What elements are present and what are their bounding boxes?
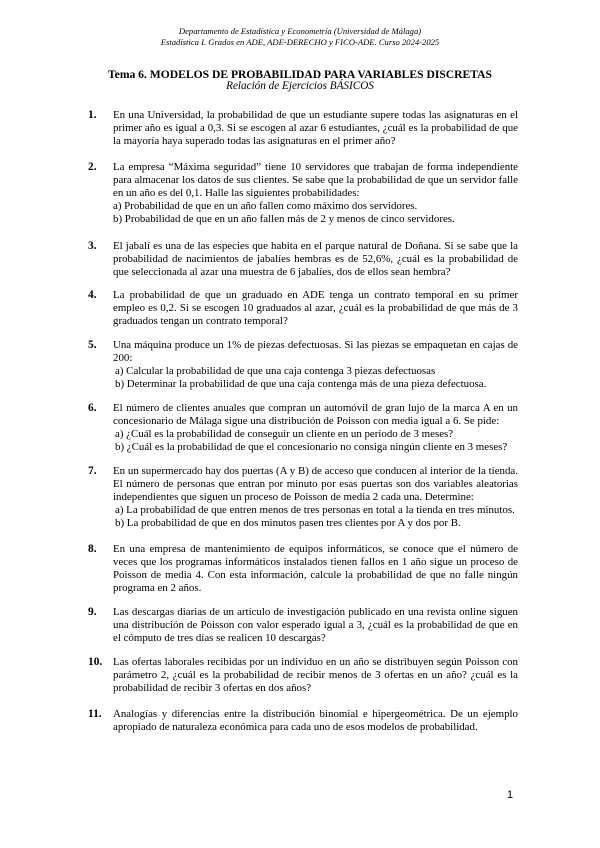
document-title: Tema 6. MODELOS DE PROBABILIDAD PARA VARIABLES DISCRETAS bbox=[108, 68, 492, 81]
exercise-number: 10. bbox=[88, 656, 103, 668]
exercise-number: 9. bbox=[88, 606, 97, 618]
exercise-items bbox=[113, 365, 518, 391]
exercise-text: En una empresa de mantenimiento de equipos informáticos, se conoce que el número de veces que los programas informáticos instalados tienen fallos en 1 año sigue un proceso de Poisson de media 4. Con esta información, calcule la probabilidad de que no falle ningún programa en 2 años. bbox=[113, 543, 518, 594]
exercise-1 bbox=[88, 109, 518, 148]
exercise-item: b) La probabilidad de que en dos minutos pasen tres clientes por A y dos por B. bbox=[115, 517, 461, 529]
exercise-text: En una Universidad, la probabilidad de que un estudiante supere todas las asignaturas en el primer año es igual a 0,3. Si se escogen al azar 6 estudiantes, ¿cuál es la probabilidad de que la mayoría haya superado todas las asignaturas en el primer año? bbox=[113, 109, 518, 147]
exercise-4 bbox=[88, 289, 518, 328]
exercise-item: b) Probabilidad de que en un año fallen más de 2 y menos de cinco servidores. bbox=[113, 213, 455, 225]
exercise-number: 2. bbox=[88, 161, 97, 173]
exercise-text: Analogías y diferencias entre la distribución binomial e hipergeométrica. De un ejemplo apropiado de naturaleza económica para cada uno de esos modelos de probabilidad. bbox=[113, 708, 518, 733]
exercise-8 bbox=[88, 543, 518, 595]
exercise-item: a) Probabilidad de que en un año fallen como máximo dos servidores. bbox=[113, 200, 418, 212]
exercise-6 bbox=[88, 402, 518, 454]
exercise-text: Las descargas diarias de un artículo de investigación publicado en una revista online siguen una distribución de Poisson con valor esperado igual a 3, ¿cuál es la probabilidad de que en el cómputo de tres días se realicen 10 descargas? bbox=[113, 606, 518, 644]
exercise-number: 6. bbox=[88, 402, 97, 414]
exercise-number: 11. bbox=[88, 708, 102, 720]
exercise-text: En un supermercado hay dos puertas (A y B) de acceso que conducen al interior de la tienda. El número de personas que entran por minuto por esas puertas son dos variables aleatorias independientes que siguen un proceso de Poisson de media 2 cada una. Determine: bbox=[113, 465, 518, 503]
exercise-text: Las ofertas laborales recibidas por un individuo en un año se distribuyen según Poisson con parámetro 2, ¿cuál es la probabilidad de recibir menos de 3 ofertas en un año? ¿cuál es la probabilidad de recibir 3 ofertas en dos años? bbox=[113, 656, 518, 694]
exercise-items bbox=[113, 504, 518, 530]
exercise-number: 4. bbox=[88, 289, 97, 301]
exercise-item: a) ¿Cuál es la probabilidad de conseguir un cliente en un periodo de 3 meses? bbox=[115, 428, 454, 440]
exercise-number: 5. bbox=[88, 339, 97, 351]
department-header: Departamento de Estadística y Econometría (Universidad de Málaga) bbox=[178, 26, 422, 36]
exercise-9 bbox=[88, 606, 518, 645]
exercise-item: b) Determinar la probabilidad de que una caja contenga más de una pieza defectuosa. bbox=[115, 378, 487, 390]
exercise-item: b) ¿Cuál es la probabilidad de que el concesionario no consiga ningún cliente en 3 meses? bbox=[115, 441, 508, 453]
exercise-number: 8. bbox=[88, 543, 97, 555]
exercise-items bbox=[113, 200, 518, 226]
exercise-number: 1. bbox=[88, 109, 97, 121]
course-header: Estadística I. Grados en ADE, ADE-DERECHO y FICO-ADE. Curso 2024-2025 bbox=[160, 37, 440, 47]
exercise-items bbox=[113, 428, 518, 454]
exercise-text: El jabalí es una de las especies que habita en el parque natural de Doñana. Si se sabe que la probabilidad de nacimientos de jabalíes hembras es de 52,6%, ¿cuál es la probabilidad de que seleccionada al azar una muestra de 6 jabalíes, dos de ellos sean hembra? bbox=[113, 240, 518, 278]
exercise-5 bbox=[88, 339, 518, 391]
exercise-text: La empresa “Máxima seguridad” tiene 10 servidores que trabajan de forma independiente para almacenar los datos de sus clientes. Se sabe que la probabilidad de que un servidor falle en un año es del 0,1. Halle las siguientes probabilidades: bbox=[113, 161, 518, 199]
exercise-3 bbox=[88, 240, 518, 279]
page-number: 1 bbox=[507, 789, 514, 801]
exercise-text: La probabilidad de que un graduado en ADE tenga un contrato temporal en su primer empleo es 0,2. Si se escogen 10 graduados al azar, ¿cuál es la probabilidad de que más de 3 graduados tengan un contrato temporal? bbox=[113, 289, 518, 327]
exercise-text: Una máquina produce un 1% de piezas defectuosas. Si las piezas se empaquetan en cajas de 200: bbox=[113, 339, 518, 364]
exercise-item: a) La probabilidad de que entren menos de tres personas en total a la tienda en tres minutos. bbox=[115, 504, 515, 516]
exercise-10 bbox=[88, 656, 518, 695]
exercise-item: a) Calcular la probabilidad de que una caja contenga 3 piezas defectuosas bbox=[115, 365, 436, 377]
exercise-7 bbox=[88, 465, 518, 530]
exercise-2 bbox=[88, 161, 518, 226]
document-subtitle: Relación de Ejercicios BÁSICOS bbox=[226, 80, 374, 92]
exercise-number: 3. bbox=[88, 240, 97, 252]
exercise-number: 7. bbox=[88, 465, 97, 477]
exercise-text: El número de clientes anuales que compran un automóvil de gran lujo de la marca A en un concesionario de Málaga sigue una distribución de Poisson con media igual a 6. Se pide: bbox=[113, 402, 518, 427]
exercise-11 bbox=[88, 708, 518, 734]
